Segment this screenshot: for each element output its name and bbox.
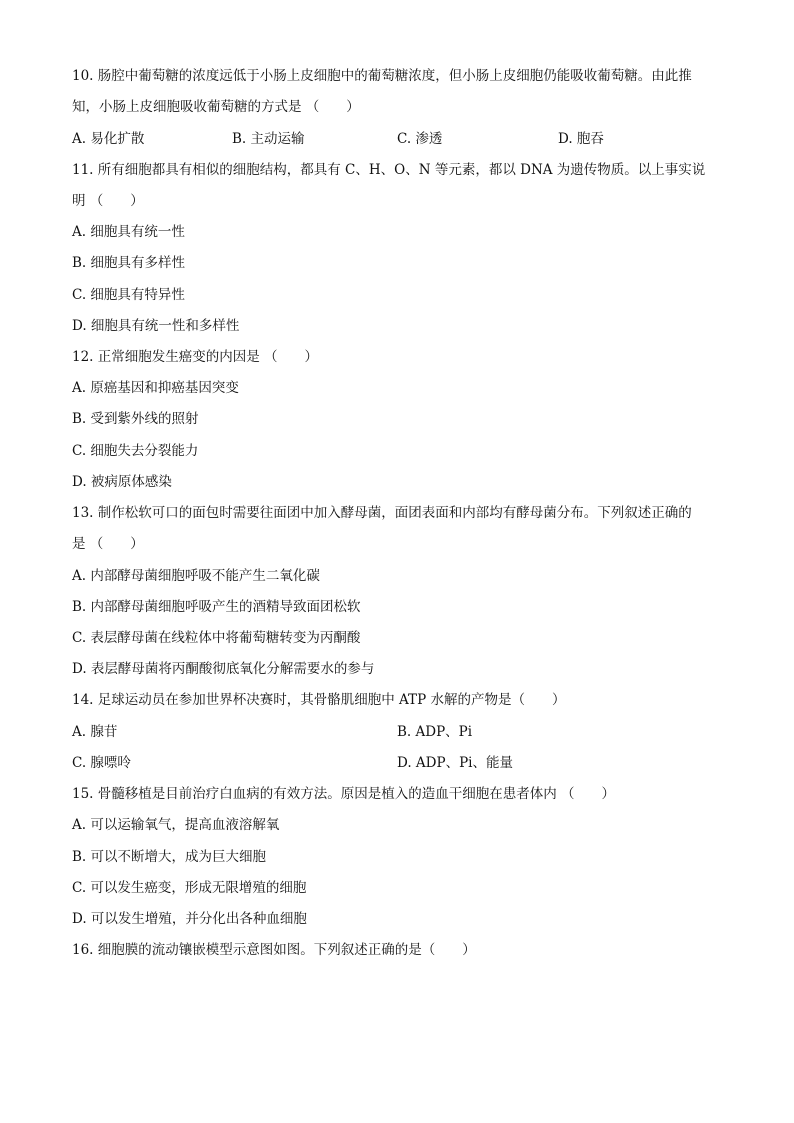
question-10-stem-line-1: 10. 肠腔中葡萄糖的浓度远低于小肠上皮细胞中的葡萄糖浓度，但小肠上皮细胞仍能吸收葡萄糖。由此推 <box>72 68 692 84</box>
question-13-option-b: B. 内部酵母菌细胞呼吸产生的酒精导致面团松软 <box>72 599 361 615</box>
question-12-stem: 12. 正常细胞发生癌变的内因是 （ ） <box>72 349 319 365</box>
question-15-option-c: C. 可以发生癌变，形成无限增殖的细胞 <box>72 880 307 896</box>
question-14-option-a: A. 腺苷 <box>72 724 118 740</box>
question-12-option-a: A. 原癌基因和抑癌基因突变 <box>72 380 239 396</box>
question-11-option-b: B. 细胞具有多样性 <box>72 255 186 271</box>
question-16-stem: 16. 细胞膜的流动镶嵌模型示意图如图。下列叙述正确的是（ ） <box>72 942 476 958</box>
question-10-option-a: A. 易化扩散 <box>72 131 145 147</box>
question-11-option-d: D. 细胞具有统一性和多样性 <box>72 318 240 334</box>
question-11-stem-line-1: 11. 所有细胞都具有相似的细胞结构，都具有 C、H、O、N 等元素，都以 DNA 为遗传物质。以上事实说 <box>72 162 706 178</box>
question-10-option-b: B. 主动运输 <box>232 131 305 147</box>
question-10-stem-line-2: 知，小肠上皮细胞吸收葡萄糖的方式是 （ ） <box>72 99 360 115</box>
question-12-option-d: D. 被病原体感染 <box>72 474 172 490</box>
question-11-stem-line-2: 明 （ ） <box>72 193 144 209</box>
question-14-option-b: B. ADP、Pi <box>397 724 473 740</box>
question-13-option-d: D. 表层酵母菌将丙酮酸彻底氧化分解需要水的参与 <box>72 661 375 677</box>
question-13-option-a: A. 内部酵母菌细胞呼吸不能产生二氧化碳 <box>72 568 320 584</box>
question-15-stem: 15. 骨髓移植是目前治疗白血病的有效方法。原因是植入的造血干细胞在患者体内 （ ） <box>72 786 616 802</box>
question-12-option-c: C. 细胞失去分裂能力 <box>72 443 199 459</box>
question-14-option-d: D. ADP、Pi、能量 <box>397 755 513 771</box>
question-13-option-c: C. 表层酵母菌在线粒体中将葡萄糖转变为丙酮酸 <box>72 630 361 646</box>
question-15-option-d: D. 可以发生增殖，并分化出各种血细胞 <box>72 911 307 927</box>
question-12-option-b: B. 受到紫外线的照射 <box>72 411 199 427</box>
question-14-stem: 14. 足球运动员在参加世界杯决赛时，其骨骼肌细胞中 ATP 水解的产物是（ ） <box>72 692 566 708</box>
question-13-stem-line-1: 13. 制作松软可口的面包时需要往面团中加入酵母菌，面团表面和内部均有酵母菌分布。下列叙述正确的 <box>72 505 692 521</box>
question-15-option-a: A. 可以运输氧气，提高血液溶解氧 <box>72 817 280 833</box>
question-11-option-a: A. 细胞具有统一性 <box>72 224 185 240</box>
question-10-option-d: D. 胞吞 <box>558 131 604 147</box>
question-15-option-b: B. 可以不断增大，成为巨大细胞 <box>72 849 267 865</box>
question-14-option-c: C. 腺嘌呤 <box>72 755 131 771</box>
question-11-option-c: C. 细胞具有特异性 <box>72 287 185 303</box>
question-13-stem-line-2: 是 （ ） <box>72 536 144 552</box>
question-10-option-c: C. 渗透 <box>397 131 443 147</box>
